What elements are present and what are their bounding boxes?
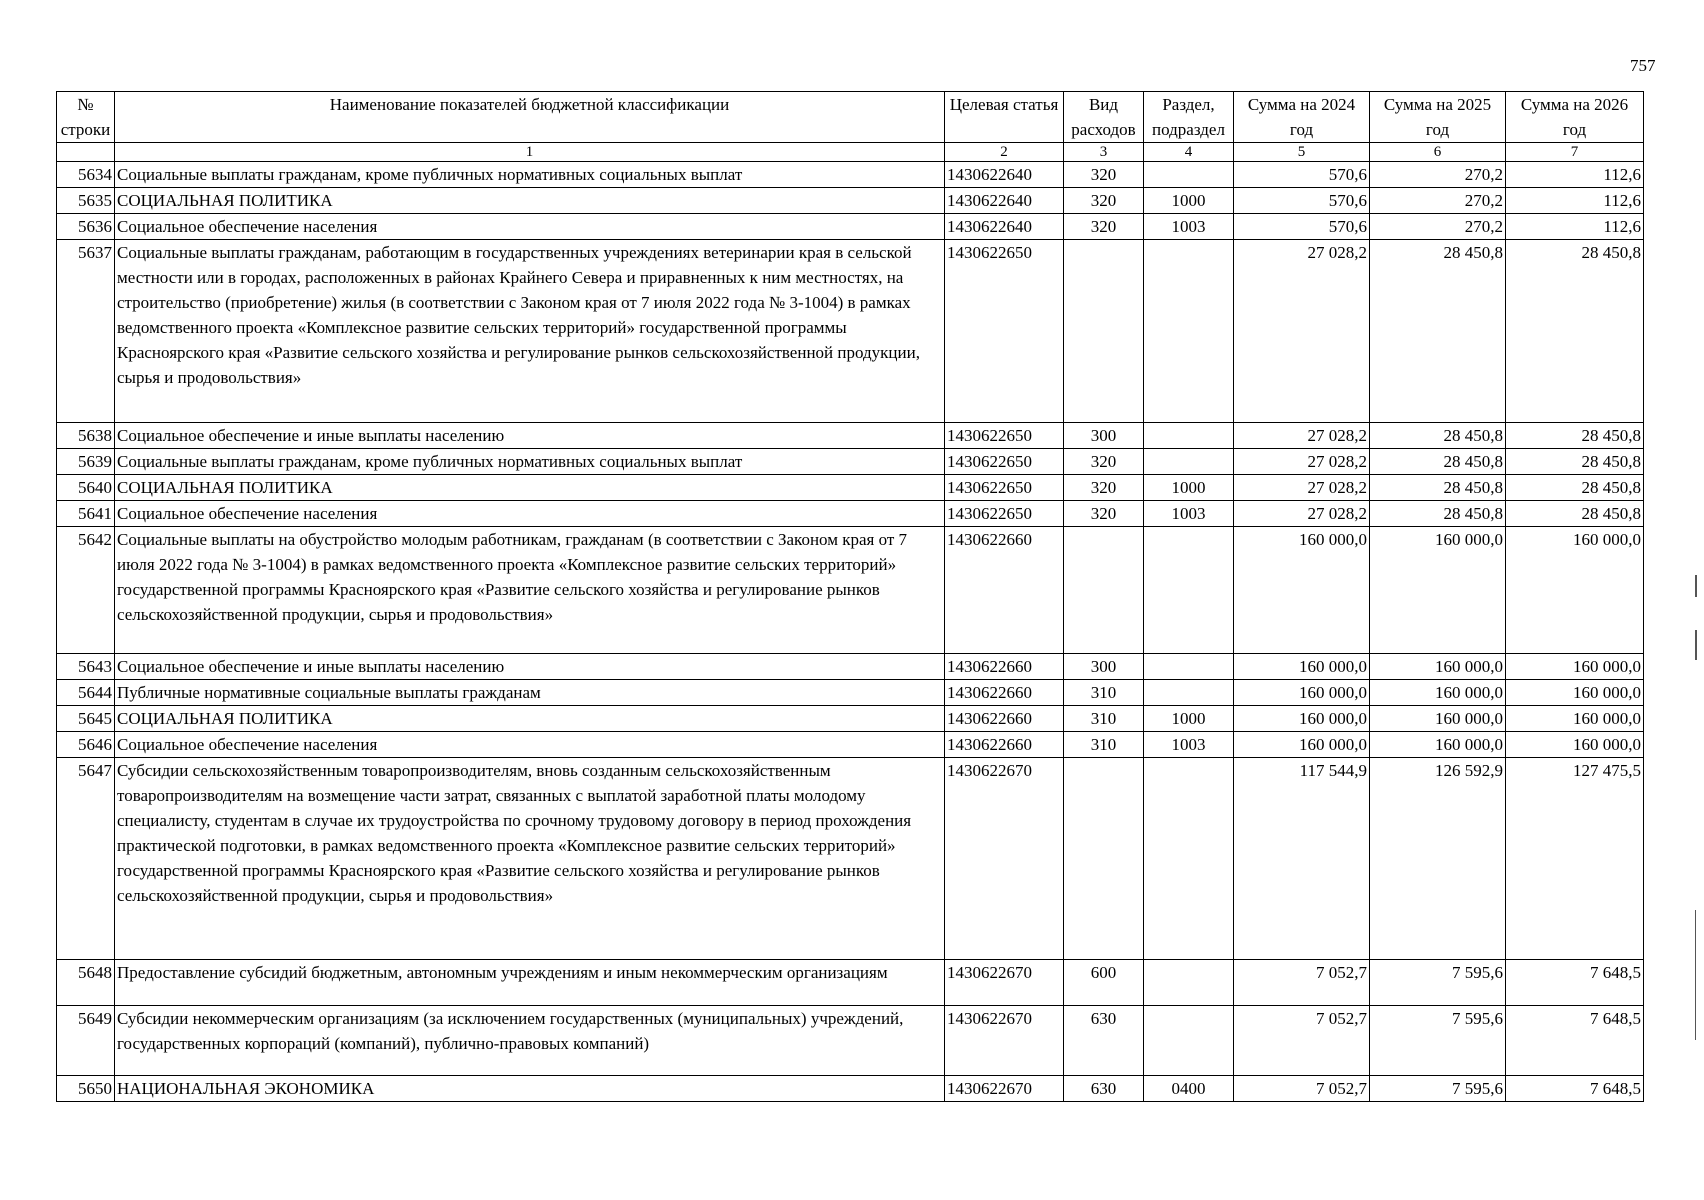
scan-edge-mark [1695, 910, 1696, 1040]
row-name: СОЦИАЛЬНАЯ ПОЛИТИКА [115, 706, 945, 732]
row-section: 1000 [1144, 188, 1234, 214]
row-amount-2024: 570,6 [1234, 162, 1370, 188]
row-amount-2025: 7 595,6 [1370, 1076, 1506, 1102]
row-number: 5643 [57, 654, 115, 680]
row-amount-2024: 160 000,0 [1234, 527, 1370, 654]
row-name: СОЦИАЛЬНАЯ ПОЛИТИКА [115, 188, 945, 214]
row-amount-2026: 160 000,0 [1506, 680, 1644, 706]
row-section [1144, 527, 1234, 654]
row-amount-2025: 28 450,8 [1370, 475, 1506, 501]
table-row [57, 188, 1644, 214]
row-amount-2026: 28 450,8 [1506, 240, 1644, 423]
header-amount-2026: Сумма на 2026 год [1506, 92, 1644, 143]
row-amount-2025: 270,2 [1370, 162, 1506, 188]
row-section: 1003 [1144, 214, 1234, 240]
row-expense-type: 320 [1064, 449, 1144, 475]
row-target-article: 1430622640 [945, 162, 1064, 188]
row-name: Социальное обеспечение населения [115, 501, 945, 527]
table-row [57, 162, 1644, 188]
header-number-cell: 5 [1234, 143, 1370, 162]
row-target-article: 1430622650 [945, 423, 1064, 449]
row-number: 5642 [57, 527, 115, 654]
row-amount-2025: 270,2 [1370, 188, 1506, 214]
row-amount-2024: 160 000,0 [1234, 706, 1370, 732]
row-name: Социальные выплаты на обустройство молодым работникам, гражданам (в соответствии с Законом края от 7 июля 2022 года № 3-1004) в рамках ведомственного проекта «Комплексное развитие сельских территорий» государственной программы Красноярского края «Развитие сельского хозяйства и регулирование рынков сельскохозяйственной продукции, сырья и продовольствия» [115, 527, 945, 654]
row-amount-2026: 28 450,8 [1506, 423, 1644, 449]
row-target-article: 1430622640 [945, 214, 1064, 240]
row-amount-2024: 117 544,9 [1234, 758, 1370, 960]
header-amount-2024: Сумма на 2024 год [1234, 92, 1370, 143]
row-amount-2025: 28 450,8 [1370, 423, 1506, 449]
row-expense-type: 600 [1064, 960, 1144, 1006]
row-amount-2026: 112,6 [1506, 162, 1644, 188]
row-section: 1000 [1144, 475, 1234, 501]
row-number: 5646 [57, 732, 115, 758]
row-number: 5639 [57, 449, 115, 475]
row-section [1144, 423, 1234, 449]
scan-edge-mark [1695, 575, 1697, 597]
row-amount-2026: 160 000,0 [1506, 654, 1644, 680]
table-row [57, 732, 1644, 758]
row-target-article: 1430622660 [945, 527, 1064, 654]
row-amount-2024: 160 000,0 [1234, 732, 1370, 758]
row-amount-2026: 112,6 [1506, 214, 1644, 240]
header-row-number: № строки [57, 92, 115, 143]
row-amount-2026: 127 475,5 [1506, 758, 1644, 960]
row-expense-type: 300 [1064, 423, 1144, 449]
row-section [1144, 680, 1234, 706]
table-row [57, 654, 1644, 680]
row-expense-type: 320 [1064, 501, 1144, 527]
row-amount-2026: 160 000,0 [1506, 732, 1644, 758]
row-target-article: 1430622650 [945, 501, 1064, 527]
row-name: Социальные выплаты гражданам, работающим в государственных учреждениях ветеринарии края в сельской местности или в городах, расположенных в районах Крайнего Севера и приравненных к ним местностях, на строительство (приобретение) жилья (в соответствии с Законом края от 7 июля 2022 года № 3-1004) в рамках ведомственного проекта «Комплексное развитие сельских территорий» государственной программы Красноярского края «Развитие сельского хозяйства и регулирование рынков сельскохозяйственной продукции, сырья и продовольствия» [115, 240, 945, 423]
row-name: Социальное обеспечение населения [115, 732, 945, 758]
row-expense-type: 310 [1064, 680, 1144, 706]
row-target-article: 1430622660 [945, 706, 1064, 732]
row-section [1144, 960, 1234, 1006]
table-row [57, 214, 1644, 240]
row-amount-2024: 27 028,2 [1234, 423, 1370, 449]
table-row [57, 706, 1644, 732]
table-row [57, 1006, 1644, 1076]
row-amount-2024: 160 000,0 [1234, 680, 1370, 706]
row-amount-2025: 28 450,8 [1370, 501, 1506, 527]
table-row [57, 449, 1644, 475]
row-name: НАЦИОНАЛЬНАЯ ЭКОНОМИКА [115, 1076, 945, 1102]
header-amount-2025: Сумма на 2025 год [1370, 92, 1506, 143]
row-amount-2024: 7 052,7 [1234, 1006, 1370, 1076]
row-number: 5634 [57, 162, 115, 188]
row-name: Субсидии сельскохозяйственным товаропроизводителям, вновь созданным сельскохозяйственным товаропроизводителям на возмещение части затрат, связанных с выплатой заработной платы молодому специалисту, студентам в случае их трудоустройства по срочному трудовому договору в период прохождения практической подготовки, в рамках ведомственного проекта «Комплексное развитие сельских территорий» государственной программы Красноярского края «Развитие сельского хозяйства и регулирование рынков сельскохозяйственной продукции, сырья и продовольствия» [115, 758, 945, 960]
row-amount-2025: 7 595,6 [1370, 1006, 1506, 1076]
row-name: Субсидии некоммерческим организациям (за исключением государственных (муниципальных) учреждений, государственных корпораций (компаний), публично-правовых компаний) [115, 1006, 945, 1076]
row-target-article: 1430622650 [945, 475, 1064, 501]
row-number: 5645 [57, 706, 115, 732]
header-number-cell: 6 [1370, 143, 1506, 162]
row-expense-type: 320 [1064, 475, 1144, 501]
table-row [57, 501, 1644, 527]
row-amount-2025: 270,2 [1370, 214, 1506, 240]
row-target-article: 1430622660 [945, 654, 1064, 680]
row-number: 5638 [57, 423, 115, 449]
row-amount-2026: 28 450,8 [1506, 475, 1644, 501]
row-amount-2026: 28 450,8 [1506, 501, 1644, 527]
row-section [1144, 240, 1234, 423]
row-amount-2026: 7 648,5 [1506, 1006, 1644, 1076]
budget-table [56, 91, 1644, 1102]
row-section [1144, 758, 1234, 960]
table-row [57, 960, 1644, 1006]
row-number: 5637 [57, 240, 115, 423]
row-section: 1000 [1144, 706, 1234, 732]
row-name: Социальное обеспечение и иные выплаты населению [115, 654, 945, 680]
header-number-cell: 3 [1064, 143, 1144, 162]
row-target-article: 1430622650 [945, 240, 1064, 423]
row-number: 5641 [57, 501, 115, 527]
row-expense-type: 630 [1064, 1006, 1144, 1076]
row-target-article: 1430622640 [945, 188, 1064, 214]
header-number-cell: 7 [1506, 143, 1644, 162]
header-name: Наименование показателей бюджетной классификации [115, 92, 945, 143]
row-amount-2024: 27 028,2 [1234, 501, 1370, 527]
row-amount-2025: 160 000,0 [1370, 680, 1506, 706]
table-row [57, 475, 1644, 501]
row-section: 0400 [1144, 1076, 1234, 1102]
row-amount-2025: 160 000,0 [1370, 706, 1506, 732]
row-section [1144, 449, 1234, 475]
row-expense-type [1064, 527, 1144, 654]
row-number: 5636 [57, 214, 115, 240]
header-number-cell: 1 [115, 143, 945, 162]
row-amount-2024: 570,6 [1234, 188, 1370, 214]
row-target-article: 1430622650 [945, 449, 1064, 475]
row-name: Социальные выплаты гражданам, кроме публичных нормативных социальных выплат [115, 162, 945, 188]
row-amount-2024: 160 000,0 [1234, 654, 1370, 680]
row-amount-2026: 7 648,5 [1506, 1076, 1644, 1102]
row-amount-2025: 7 595,6 [1370, 960, 1506, 1006]
row-number: 5648 [57, 960, 115, 1006]
row-target-article: 1430622660 [945, 732, 1064, 758]
row-target-article: 1430622670 [945, 960, 1064, 1006]
row-name: Предоставление субсидий бюджетным, автономным учреждениям и иным некоммерческим организациям [115, 960, 945, 1006]
row-amount-2025: 160 000,0 [1370, 732, 1506, 758]
row-number: 5647 [57, 758, 115, 960]
row-expense-type: 320 [1064, 188, 1144, 214]
row-amount-2026: 7 648,5 [1506, 960, 1644, 1006]
row-amount-2024: 27 028,2 [1234, 449, 1370, 475]
row-expense-type: 630 [1064, 1076, 1144, 1102]
row-amount-2025: 160 000,0 [1370, 654, 1506, 680]
row-expense-type [1064, 758, 1144, 960]
row-expense-type: 310 [1064, 706, 1144, 732]
row-target-article: 1430622670 [945, 758, 1064, 960]
table-row [57, 1076, 1644, 1102]
row-expense-type: 320 [1064, 162, 1144, 188]
table-body [57, 162, 1644, 1102]
scan-edge-mark [1695, 630, 1697, 660]
row-section [1144, 1006, 1234, 1076]
table-row [57, 680, 1644, 706]
row-expense-type [1064, 240, 1144, 423]
row-number: 5640 [57, 475, 115, 501]
row-number: 5635 [57, 188, 115, 214]
table-row [57, 527, 1644, 654]
row-amount-2026: 160 000,0 [1506, 706, 1644, 732]
row-amount-2025: 126 592,9 [1370, 758, 1506, 960]
row-amount-2024: 7 052,7 [1234, 1076, 1370, 1102]
header-number-cell: 4 [1144, 143, 1234, 162]
row-name: Социальные выплаты гражданам, кроме публичных нормативных социальных выплат [115, 449, 945, 475]
row-expense-type: 310 [1064, 732, 1144, 758]
header-expense-type: Вид расходов [1064, 92, 1144, 143]
row-number: 5644 [57, 680, 115, 706]
row-section: 1003 [1144, 501, 1234, 527]
row-section: 1003 [1144, 732, 1234, 758]
row-number: 5650 [57, 1076, 115, 1102]
row-amount-2025: 160 000,0 [1370, 527, 1506, 654]
table-row [57, 240, 1644, 423]
header-section: Раздел, подраздел [1144, 92, 1234, 143]
header-number-cell: 2 [945, 143, 1064, 162]
row-name: Социальное обеспечение и иные выплаты населению [115, 423, 945, 449]
row-amount-2026: 28 450,8 [1506, 449, 1644, 475]
row-expense-type: 300 [1064, 654, 1144, 680]
row-amount-2024: 7 052,7 [1234, 960, 1370, 1006]
row-target-article: 1430622670 [945, 1006, 1064, 1076]
header-number-cell [57, 143, 115, 162]
row-amount-2024: 27 028,2 [1234, 240, 1370, 423]
header-target-article: Целевая статья [945, 92, 1064, 143]
row-number: 5649 [57, 1006, 115, 1076]
row-name: СОЦИАЛЬНАЯ ПОЛИТИКА [115, 475, 945, 501]
table-row [57, 758, 1644, 960]
row-amount-2025: 28 450,8 [1370, 240, 1506, 423]
row-name: Публичные нормативные социальные выплаты гражданам [115, 680, 945, 706]
row-amount-2024: 27 028,2 [1234, 475, 1370, 501]
row-target-article: 1430622660 [945, 680, 1064, 706]
row-expense-type: 320 [1064, 214, 1144, 240]
row-amount-2026: 160 000,0 [1506, 527, 1644, 654]
row-section [1144, 654, 1234, 680]
row-amount-2024: 570,6 [1234, 214, 1370, 240]
page-number: 757 [1630, 56, 1656, 75]
table-row [57, 423, 1644, 449]
row-name: Социальное обеспечение населения [115, 214, 945, 240]
row-section [1144, 162, 1234, 188]
row-amount-2025: 28 450,8 [1370, 449, 1506, 475]
row-amount-2026: 112,6 [1506, 188, 1644, 214]
row-target-article: 1430622670 [945, 1076, 1064, 1102]
